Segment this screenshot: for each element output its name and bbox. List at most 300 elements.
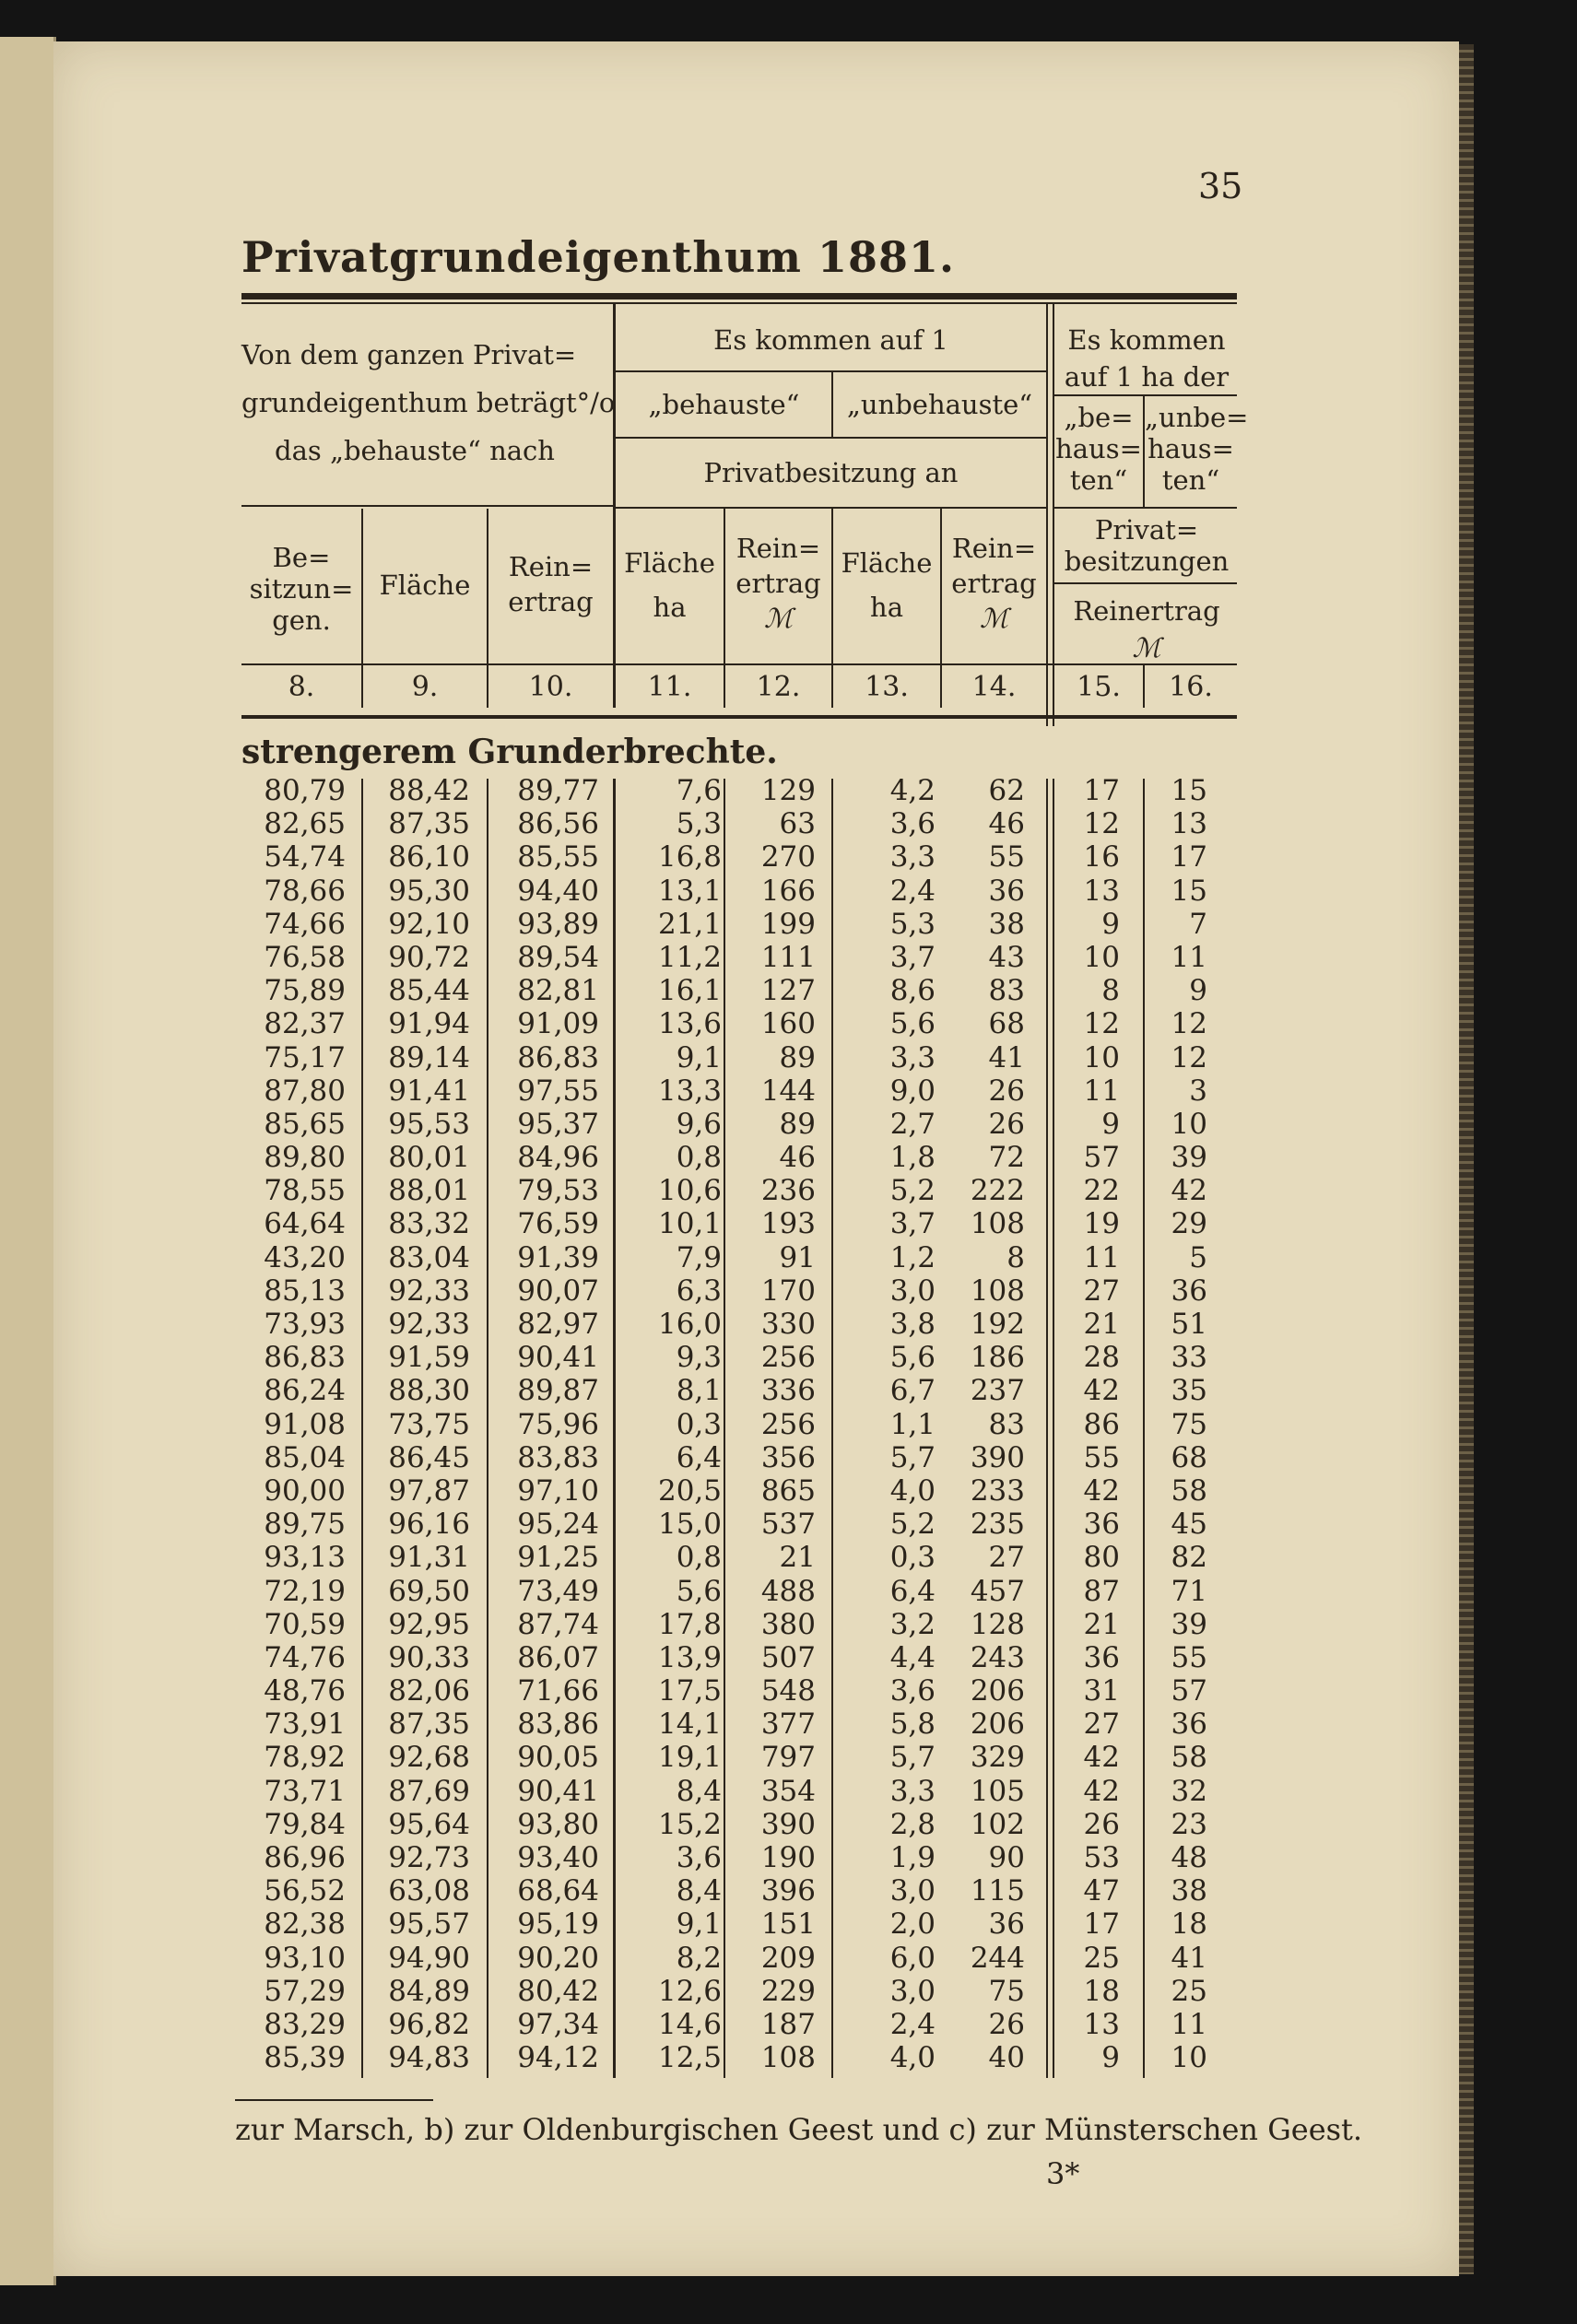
table-cell: 89,77 [517, 774, 599, 807]
table-cell: 5,8 [889, 1708, 936, 1742]
header-right-line-c [1054, 582, 1237, 584]
table-cell: 3,7 [889, 940, 936, 974]
table-cell: 90,41 [517, 1774, 599, 1808]
table-cell: 85,65 [264, 1107, 346, 1141]
table-row [0, 1775, 1577, 1808]
table-cell: 390 [760, 1807, 816, 1841]
table-cell: 86,10 [388, 840, 470, 874]
header-behausten-1: „be= [1064, 402, 1134, 433]
table-cell: 108 [970, 1274, 1025, 1308]
table-cell: 22 [1083, 1174, 1120, 1208]
table-cell: 10 [1171, 2041, 1207, 2075]
header-behausten-3: ten“ [1069, 464, 1128, 496]
table-cell: 4,0 [889, 2041, 936, 2075]
col-divider [831, 509, 833, 665]
table-cell: 3,3 [889, 1774, 936, 1808]
header-left-underline [241, 505, 613, 507]
table-cell: 5,7 [889, 1440, 936, 1474]
table-cell: 94,83 [388, 2041, 470, 2075]
table-cell: 28 [1083, 1341, 1120, 1375]
table-cell: 5,3 [676, 807, 722, 841]
header-unbehausten-2: haus= [1147, 433, 1234, 464]
header-unbehauste: „unbehauste“ [846, 389, 1033, 420]
table-cell: 111 [760, 940, 816, 974]
table-cell: 41 [988, 1040, 1025, 1074]
table-cell: 457 [970, 1574, 1025, 1608]
table-cell: 26 [988, 1074, 1025, 1108]
table-cell: 86,96 [264, 1841, 346, 1874]
table-cell: 160 [760, 1007, 816, 1041]
table-cell: 222 [970, 1174, 1025, 1208]
table-cell: 206 [970, 1708, 1025, 1742]
table-cell: 2,0 [889, 1907, 936, 1942]
table-cell: 63,08 [388, 1874, 470, 1908]
col-head-flaeche-ha-2: ha [653, 592, 687, 623]
table-cell: 95,53 [388, 1107, 470, 1141]
colnum-8: 8. [288, 671, 315, 703]
table-cell: 43 [988, 940, 1025, 974]
table-row [0, 2041, 1577, 2074]
table-cell: 3,6 [676, 1841, 722, 1874]
table-cell: 14,6 [657, 2007, 722, 2041]
table-cell: 8,1 [676, 1374, 722, 1408]
table-cell: 38 [988, 907, 1025, 941]
table-cell: 82,06 [388, 1674, 470, 1708]
table-cell: 83,04 [388, 1240, 470, 1274]
table-cell: 9 [1189, 974, 1207, 1008]
table-cell: 42 [1171, 1174, 1207, 1208]
table-cell: 13,1 [657, 874, 722, 908]
table-row [0, 2008, 1577, 2041]
table-cell: 29 [1171, 1207, 1207, 1241]
table-cell: 85,04 [264, 1440, 346, 1474]
table-cell: 91,94 [388, 1007, 470, 1041]
table-cell: 47 [1083, 1874, 1120, 1908]
table-row [0, 1708, 1577, 1741]
table-cell: 354 [760, 1774, 816, 1808]
table-cell: 4,4 [889, 1640, 936, 1674]
table-cell: 62 [988, 774, 1025, 807]
table-cell: 89,75 [264, 1508, 346, 1542]
table-cell: 13 [1171, 807, 1207, 841]
col-head-besitzungen-1: Be= [272, 542, 331, 573]
table-cell: 95,57 [388, 1907, 470, 1942]
table-cell: 76,58 [264, 940, 346, 974]
table-cell: 17 [1083, 774, 1120, 807]
table-cell: 84,96 [517, 1141, 599, 1175]
table-cell: 2,4 [889, 874, 936, 908]
table-cell: 86,45 [388, 1440, 470, 1474]
table-cell: 6,3 [676, 1274, 722, 1308]
table-cell: 75,89 [264, 974, 346, 1008]
table-cell: 3,3 [889, 840, 936, 874]
table-cell: 96,16 [388, 1508, 470, 1542]
header-bottom-rule [241, 715, 1237, 719]
table-cell: 86 [1083, 1407, 1120, 1441]
table-cell: 115 [970, 1874, 1025, 1908]
table-cell: 17,5 [657, 1674, 722, 1708]
table-cell: 7 [1189, 907, 1207, 941]
table-cell: 86,24 [264, 1374, 346, 1408]
printer-signature: 3* [1046, 2156, 1080, 2191]
section-subheading: strengerem Grunderbrechte. [241, 733, 778, 771]
table-cell: 3,6 [889, 807, 936, 841]
table-cell: 0,8 [676, 1141, 722, 1175]
table-cell: 336 [760, 1374, 816, 1408]
table-row [0, 1508, 1577, 1541]
table-cell: 73,49 [517, 1574, 599, 1608]
table-cell: 68 [988, 1007, 1025, 1041]
data-table-body [0, 774, 1577, 2074]
table-cell: 144 [760, 1074, 816, 1108]
table-cell: 236 [760, 1174, 816, 1208]
table-cell: 170 [760, 1274, 816, 1308]
table-row [0, 1942, 1577, 1975]
table-cell: 93,10 [264, 1941, 346, 1975]
table-cell: 13,6 [657, 1007, 722, 1041]
table-cell: 233 [970, 1473, 1025, 1508]
table-cell: 21 [1083, 1308, 1120, 1341]
table-cell: 9,1 [676, 1040, 722, 1074]
colnum-11: 11. [647, 671, 692, 703]
table-row [0, 1374, 1577, 1407]
table-cell: 105 [970, 1774, 1025, 1808]
table-cell: 95,19 [517, 1907, 599, 1942]
footnote-rule [235, 2099, 433, 2101]
table-cell: 39 [1171, 1607, 1207, 1641]
table-cell: 5,6 [676, 1574, 722, 1608]
table-cell: 92,33 [388, 1308, 470, 1341]
col-head-flaeche-ha2-1: Fläche [841, 547, 933, 579]
table-cell: 9,3 [676, 1341, 722, 1375]
table-cell: 243 [970, 1640, 1025, 1674]
table-cell: 27 [1083, 1708, 1120, 1742]
table-row [0, 1741, 1577, 1774]
col-head-reinertrag-2: ertrag [508, 586, 594, 617]
table-row [0, 1975, 1577, 2008]
table-cell: 78,55 [264, 1174, 346, 1208]
table-row [0, 1541, 1577, 1574]
table-cell: 36 [1083, 1640, 1120, 1674]
col-head-flaeche: Fläche [379, 569, 471, 601]
table-row [0, 1575, 1577, 1608]
table-cell: 5,2 [889, 1508, 936, 1542]
table-cell: 70,59 [264, 1607, 346, 1641]
table-cell: 89,14 [388, 1040, 470, 1074]
table-cell: 12,5 [657, 2041, 722, 2075]
table-cell: 96,82 [388, 2007, 470, 2041]
table-cell: 89 [779, 1107, 816, 1141]
table-cell: 270 [760, 840, 816, 874]
table-cell: 85,44 [388, 974, 470, 1008]
table-row [0, 1074, 1577, 1108]
table-cell: 63 [779, 807, 816, 841]
table-cell: 91,25 [517, 1541, 599, 1575]
header-reinertrag: Reinertrag [1073, 595, 1220, 627]
table-cell: 82 [1171, 1541, 1207, 1575]
table-cell: 9,0 [889, 1074, 936, 1108]
table-cell: 91,31 [388, 1541, 470, 1575]
header-right-line-1: Es kommen [1067, 324, 1226, 356]
table-cell: 380 [760, 1607, 816, 1641]
table-cell: 35 [1171, 1374, 1207, 1408]
table-cell: 95,30 [388, 874, 470, 908]
table-cell: 40 [988, 2041, 1025, 2075]
table-cell: 12 [1171, 1040, 1207, 1074]
table-cell: 26 [1083, 1807, 1120, 1841]
table-cell: 21 [1083, 1607, 1120, 1641]
table-cell: 36 [988, 874, 1025, 908]
table-cell: 3,0 [889, 1874, 936, 1908]
table-cell: 13 [1083, 874, 1120, 908]
table-cell: 8,4 [676, 1774, 722, 1808]
col-head-flaeche-ha2-2: ha [870, 592, 903, 623]
table-cell: 329 [970, 1741, 1025, 1775]
table-cell: 90,07 [517, 1274, 599, 1308]
table-cell: 48 [1171, 1841, 1207, 1874]
table-cell: 11 [1083, 1074, 1120, 1108]
table-cell: 0,3 [676, 1407, 722, 1441]
table-cell: 85,13 [264, 1274, 346, 1308]
table-cell: 58 [1171, 1741, 1207, 1775]
table-cell: 11 [1171, 940, 1207, 974]
table-cell: 90,41 [517, 1341, 599, 1375]
table-cell: 51 [1171, 1308, 1207, 1341]
col-head-reinertrag-m2-3: ℳ [979, 603, 1008, 634]
table-cell: 5 [1189, 1240, 1207, 1274]
table-row [0, 1274, 1577, 1308]
table-cell: 9,1 [676, 1907, 722, 1942]
col-head-flaeche-ha-1: Fläche [624, 547, 715, 579]
table-cell: 26 [988, 1107, 1025, 1141]
table-cell: 55 [1171, 1640, 1207, 1674]
table-cell: 89,54 [517, 940, 599, 974]
header-es-kommen: Es kommen auf 1 [713, 324, 948, 356]
table-cell: 91,59 [388, 1341, 470, 1375]
table-cell: 88,42 [388, 774, 470, 807]
header-privatbesitzungen-2: besitzungen [1064, 546, 1230, 577]
table-cell: 8,4 [676, 1874, 722, 1908]
header-privatbesitzung-an: Privatbesitzung an [703, 457, 959, 488]
header-unbehausten-1: „unbe= [1145, 402, 1249, 433]
table-cell: 82,65 [264, 807, 346, 841]
table-cell: 68,64 [517, 1874, 599, 1908]
colnum-9: 9. [411, 671, 439, 703]
table-cell: 80,79 [264, 774, 346, 807]
table-row [0, 1674, 1577, 1708]
table-cell: 91,09 [517, 1007, 599, 1041]
table-cell: 87 [1083, 1574, 1120, 1608]
header-reinertrag-mark: ℳ [1132, 632, 1161, 663]
table-cell: 129 [760, 774, 816, 807]
table-cell: 75,96 [517, 1407, 599, 1441]
table-cell: 74,76 [264, 1640, 346, 1674]
table-cell: 92,68 [388, 1741, 470, 1775]
table-cell: 82,38 [264, 1907, 346, 1942]
table-cell: 6,4 [676, 1440, 722, 1474]
table-cell: 1,8 [889, 1141, 936, 1175]
table-cell: 15 [1171, 874, 1207, 908]
table-cell: 25 [1083, 1941, 1120, 1975]
table-cell: 21,1 [657, 907, 722, 941]
table-cell: 95,24 [517, 1508, 599, 1542]
table-cell: 68 [1171, 1440, 1207, 1474]
table-cell: 80 [1083, 1541, 1120, 1575]
header-left-line-1: Von dem ganzen Privat= [241, 339, 577, 370]
table-cell: 256 [760, 1407, 816, 1441]
table-cell: 43,20 [264, 1240, 346, 1274]
table-cell: 97,34 [517, 2007, 599, 2041]
table-cell: 7,9 [676, 1240, 722, 1274]
header-unbehausten-3: ten“ [1161, 464, 1220, 496]
table-row [0, 1408, 1577, 1441]
table-cell: 5,6 [889, 1341, 936, 1375]
table-cell: 356 [760, 1440, 816, 1474]
table-cell: 3,0 [889, 1274, 936, 1308]
table-cell: 10 [1171, 1107, 1207, 1141]
table-cell: 206 [970, 1674, 1025, 1708]
table-cell: 72 [988, 1141, 1025, 1175]
table-cell: 45 [1171, 1508, 1207, 1542]
table-cell: 18 [1171, 1907, 1207, 1942]
table-cell: 12 [1083, 1007, 1120, 1041]
table-row [0, 1308, 1577, 1341]
table-row [0, 807, 1577, 840]
table-cell: 69,50 [388, 1574, 470, 1608]
table-cell: 865 [760, 1473, 816, 1508]
table-cell: 8 [1006, 1240, 1025, 1274]
table-row [0, 1174, 1577, 1207]
table-cell: 88,30 [388, 1374, 470, 1408]
table-cell: 89,80 [264, 1141, 346, 1175]
table-cell: 93,89 [517, 907, 599, 941]
table-cell: 97,10 [517, 1473, 599, 1508]
table-cell: 377 [760, 1708, 816, 1742]
page-number: 35 [1198, 166, 1243, 206]
table-cell: 5,6 [889, 1007, 936, 1041]
table-cell: 229 [760, 1974, 816, 2008]
table-cell: 10 [1083, 1040, 1120, 1074]
table-cell: 16,0 [657, 1308, 722, 1341]
table-cell: 83,32 [388, 1207, 470, 1241]
table-cell: 235 [970, 1508, 1025, 1542]
table-cell: 82,97 [517, 1308, 599, 1341]
table-cell: 95,64 [388, 1807, 470, 1841]
table-cell: 5,2 [889, 1174, 936, 1208]
footnote: zur Marsch, b) zur Oldenburgischen Geest und c) zur Münsterschen Geest. [235, 2112, 1363, 2147]
table-cell: 85,55 [517, 840, 599, 874]
table-cell: 0,3 [889, 1541, 936, 1575]
colnum-15: 15. [1077, 671, 1121, 703]
table-cell: 87,35 [388, 807, 470, 841]
col-head-reinertrag-m2-2: ertrag [951, 568, 1037, 599]
table-cell: 97,55 [517, 1074, 599, 1108]
table-cell: 26 [988, 2007, 1025, 2041]
table-cell: 2,7 [889, 1107, 936, 1141]
table-cell: 80,01 [388, 1141, 470, 1175]
table-cell: 7,6 [676, 774, 722, 807]
table-cell: 36 [1171, 1274, 1207, 1308]
table-cell: 84,89 [388, 1974, 470, 2008]
table-cell: 108 [970, 1207, 1025, 1241]
table-cell: 16,8 [657, 840, 722, 874]
table-cell: 90,20 [517, 1941, 599, 1975]
table-cell: 102 [970, 1807, 1025, 1841]
table-cell: 73,75 [388, 1407, 470, 1441]
table-cell: 71 [1171, 1574, 1207, 1608]
table-cell: 33 [1171, 1341, 1207, 1375]
table-cell: 13,9 [657, 1640, 722, 1674]
top-rule-thin [241, 302, 1237, 304]
table-cell: 17 [1083, 1907, 1120, 1942]
table-cell: 390 [970, 1440, 1025, 1474]
table-cell: 12,6 [657, 1974, 722, 2008]
table-cell: 10,6 [657, 1174, 722, 1208]
table-cell: 71,66 [517, 1674, 599, 1708]
colnum-16: 16. [1169, 671, 1213, 703]
table-cell: 10 [1083, 940, 1120, 974]
table-cell: 57,29 [264, 1974, 346, 2008]
table-cell: 3,8 [889, 1308, 936, 1341]
table-cell: 256 [760, 1341, 816, 1375]
table-row [0, 840, 1577, 874]
table-cell: 46 [779, 1141, 816, 1175]
table-cell: 95,37 [517, 1107, 599, 1141]
table-row [0, 1041, 1577, 1074]
table-cell: 13 [1083, 2007, 1120, 2041]
table-cell: 488 [760, 1574, 816, 1608]
table-cell: 3,2 [889, 1607, 936, 1641]
table-cell: 6,4 [889, 1574, 936, 1608]
table-cell: 92,33 [388, 1274, 470, 1308]
table-cell: 93,40 [517, 1841, 599, 1874]
table-cell: 11 [1083, 1240, 1120, 1274]
table-cell: 199 [760, 907, 816, 941]
table-cell: 55 [988, 840, 1025, 874]
table-cell: 507 [760, 1640, 816, 1674]
table-cell: 1,9 [889, 1841, 936, 1874]
table-cell: 88,01 [388, 1174, 470, 1208]
header-behausten-2: haus= [1055, 433, 1142, 464]
table-cell: 42 [1083, 1374, 1120, 1408]
table-cell: 36 [1171, 1708, 1207, 1742]
table-cell: 3,6 [889, 1674, 936, 1708]
table-row [0, 774, 1577, 807]
table-cell: 330 [760, 1308, 816, 1341]
table-cell: 16 [1083, 840, 1120, 874]
table-cell: 190 [760, 1841, 816, 1874]
table-cell: 82,37 [264, 1007, 346, 1041]
table-cell: 91,39 [517, 1240, 599, 1274]
table-cell: 79,53 [517, 1174, 599, 1208]
table-cell: 36 [988, 1907, 1025, 1942]
table-cell: 12 [1171, 1007, 1207, 1041]
table-cell: 42 [1083, 1774, 1120, 1808]
table-row [0, 1474, 1577, 1508]
table-cell: 27 [988, 1541, 1025, 1575]
table-row [0, 1108, 1577, 1141]
table-row [0, 1141, 1577, 1174]
table-cell: 1,2 [889, 1240, 936, 1274]
table-cell: 11,2 [657, 940, 722, 974]
table-cell: 16,1 [657, 974, 722, 1008]
header-privatbesitzungen-1: Privat= [1094, 514, 1199, 546]
table-row [0, 1808, 1577, 1841]
table-cell: 76,59 [517, 1207, 599, 1241]
page-title: Privatgrundeigenthum 1881. [241, 232, 956, 282]
table-cell: 548 [760, 1674, 816, 1708]
header-left-line-2: grundeigenthum beträgt°/o [241, 387, 616, 418]
